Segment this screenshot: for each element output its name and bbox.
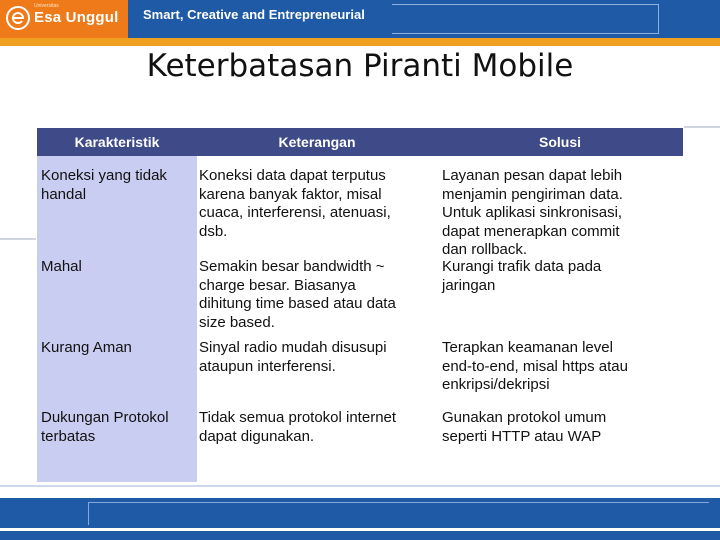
cell-line: terbatas xyxy=(41,427,96,445)
footer-divider xyxy=(0,485,720,487)
cell-line: enkripsi/dekripsi xyxy=(442,376,550,393)
cell-line: cuaca, interferensi, atenuasi, xyxy=(199,204,391,221)
limitations-table xyxy=(37,128,683,482)
footer-decoration xyxy=(88,502,709,525)
cell-line: ataupun interferensi. xyxy=(199,357,336,375)
cell-line: Terapkan keamanan level xyxy=(442,339,613,356)
cell-line: jaringan xyxy=(442,276,496,294)
table-cell-solusi xyxy=(442,258,601,295)
cell-line: Dukungan Protokol xyxy=(41,409,169,426)
university-logo-icon xyxy=(6,6,30,30)
background-streak xyxy=(684,126,720,128)
cell-line: dsb. xyxy=(199,222,228,240)
cell-line: Mahal xyxy=(41,258,82,275)
header-karakteristik: Karakteristik xyxy=(74,134,160,150)
cell-line: handal xyxy=(41,185,87,203)
cell-line: seperti HTTP atau WAP xyxy=(442,427,602,445)
header-accent-stripe xyxy=(0,38,720,46)
cell-line: end-to-end, misal https atau xyxy=(442,357,628,375)
cell-line: Koneksi data dapat terputus xyxy=(199,167,386,184)
table-cell-keterangan xyxy=(199,167,391,241)
cell-line: Untuk aplikasi sinkronisasi, xyxy=(442,204,623,221)
cell-line: Kurang Aman xyxy=(41,339,132,356)
table-cell-keterangan xyxy=(199,339,387,376)
tagline: Smart, Creative and Entrepreneurial xyxy=(143,7,365,22)
cell-line: dihitung time based atau data xyxy=(199,295,396,312)
cell-line: Kurangi trafik data pada xyxy=(442,258,602,275)
table-cell-karakteristik xyxy=(41,339,132,358)
table-cell-solusi xyxy=(442,167,623,260)
logo xyxy=(0,0,128,38)
header-decoration xyxy=(392,4,659,34)
table-cell-karakteristik xyxy=(41,167,167,204)
cell-line: dan rollback. xyxy=(442,241,528,258)
cell-line: Semakin besar bandwidth ~ xyxy=(199,258,385,275)
logo-text: Esa Unggul xyxy=(34,9,119,26)
cell-line: Tidak semua protokol internet xyxy=(199,409,397,426)
table-cell-keterangan xyxy=(199,409,396,446)
table-cell-solusi xyxy=(442,339,628,395)
cell-line: Layanan pesan dapat lebih xyxy=(442,167,623,184)
table-header-row xyxy=(37,128,683,156)
cell-line: Sinyal radio mudah disusupi xyxy=(199,339,387,356)
cell-line: Gunakan protokol umum xyxy=(442,409,607,426)
table-cell-keterangan xyxy=(199,258,396,332)
table-cell-karakteristik xyxy=(41,258,82,277)
cell-line: size based. xyxy=(199,313,275,331)
cell-line: karena banyak faktor, misal xyxy=(199,185,382,203)
cell-line: menjamin pengiriman data. xyxy=(442,185,623,203)
slide-title: Keterbatasan Piranti Mobile xyxy=(146,48,574,84)
footer-accent-stripe xyxy=(0,528,720,531)
table-cell-solusi xyxy=(442,409,606,446)
cell-line: Koneksi yang tidak xyxy=(41,167,167,184)
table-cell-karakteristik xyxy=(41,409,169,446)
logo-subtext: Universitas xyxy=(34,3,59,9)
header-solusi: Solusi xyxy=(538,134,581,150)
header-keterangan: Keterangan xyxy=(278,134,356,150)
cell-line: dapat digunakan. xyxy=(199,427,315,445)
background-streak xyxy=(0,238,36,240)
cell-line: dapat menerapkan commit xyxy=(442,222,620,240)
cell-line: charge besar. Biasanya xyxy=(199,276,356,294)
